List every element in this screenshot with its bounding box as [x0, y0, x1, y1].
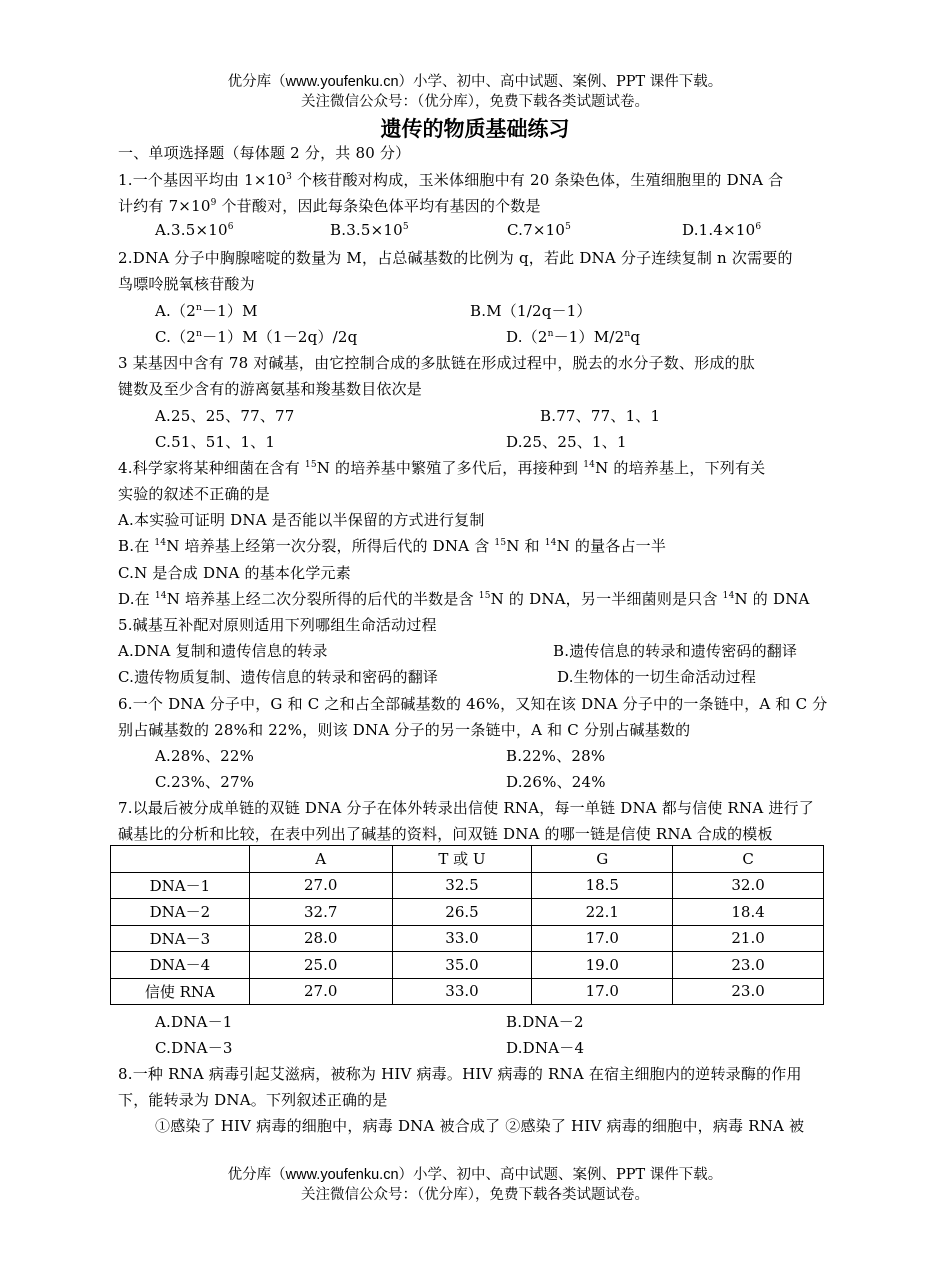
table-header-cell: A [249, 846, 392, 873]
table-cell: 23.0 [673, 978, 824, 1005]
table-row [111, 978, 824, 1005]
q7-option-a: A.DNA－1 [155, 1013, 233, 1031]
q5-option-c: C.遗传物质复制、遗传信息的转录和密码的翻译 [118, 668, 439, 686]
q3-stem-line-2: 键数及至少含有的游离氨基和羧基数目依次是 [118, 380, 423, 398]
q5-option-b: B.遗传信息的转录和遗传密码的翻译 [553, 642, 798, 660]
table-row [111, 872, 824, 899]
footer-line-2: 关注微信公众号：（优分库），免费下载各类试题试卷。 [301, 1187, 649, 1203]
q3-stem-line-1: 3 某基因中含有 78 对碱基，由它控制合成的多肽链在形成过程中，脱去的水分子数、形成的肽 [118, 354, 755, 372]
table-cell: 27.0 [249, 978, 392, 1005]
table-cell: 32.0 [673, 872, 824, 899]
table-cell: 32.5 [392, 872, 532, 899]
table-row [111, 952, 824, 979]
q4-stem-line-2: 实验的叙述不正确的是 [118, 485, 271, 503]
q2-option-a: $A.(2^n-1)M$ [155, 302, 258, 320]
table-cell: 17.0 [532, 978, 673, 1005]
table-row [111, 899, 824, 926]
footer-site-link: www.youfenku.cn [285, 1167, 399, 1183]
table-header-row [111, 846, 824, 873]
q1-option-c: $C.7\times 10^5$ [507, 221, 572, 239]
table-cell: 19.0 [532, 952, 673, 979]
table-cell: 33.0 [392, 978, 532, 1005]
footer-line-1: 优分库（www.youfenku.cn）小学、初中、高中试题、案例、PPT 课件下载。 [227, 1167, 723, 1183]
table-cell: 27.0 [249, 872, 392, 899]
q6-stem-line-2: 别占碱基数的 28%和 22%，则该 DNA 分子的另一条链中，A 和 C 分别占碱基数的 [118, 721, 691, 739]
header-line-2: 关注微信公众号：（优分库），免费下载各类试题试卷。 [301, 94, 649, 110]
q7-option-b: B.DNA－2 [506, 1013, 584, 1031]
q2-stem-line-1: 2.DNA 分子中胸腺嘧啶的数量为 M，占总碱基数的比例为 q，若此 DNA 分子连续复制 n 次需要的 [118, 249, 793, 267]
q4-option-b: B.在 $^{14}$N 培养基上经第一次分裂，所得后代的 DNA 含 $^{15}$N 和 $^{14}$N 的量各占一半 [118, 537, 667, 555]
table-cell: 信使 RNA [111, 978, 250, 1005]
q2-option-c: $C.(2^n-1)M(1-2q)/2q$ [155, 328, 358, 346]
table-cell: 23.0 [673, 952, 824, 979]
q1-stem-line-2: 计约有 $7\times 10^9$ 个苷酸对，因此每条染色体平均有基因的个数是 [118, 197, 541, 215]
q3-option-d: D.25、25、1、1 [506, 433, 627, 451]
q7-option-d: D.DNA－4 [506, 1039, 585, 1057]
table-cell: DNA－3 [111, 925, 250, 952]
q2-option-d: $D.(2^n-1)M/2^nq$ [506, 328, 641, 346]
q8-stem-line-3: ①感染了 HIV 病毒的细胞中，病毒 DNA 被合成了 ②感染了 HIV 病毒的细胞中，病毒 RNA 被 [155, 1117, 805, 1135]
table-cell: 18.5 [532, 872, 673, 899]
table-cell: 26.5 [392, 899, 532, 926]
q1-option-d: $D.1.4\times 10^6$ [682, 221, 762, 239]
q4-option-a: A.本实验可证明 DNA 是否能以半保留的方式进行复制 [118, 511, 485, 529]
q1-stem-line-1: 1.一个基因平均由 $1\times 10^3$ 个核苷酸对构成，玉米体细胞中有 20 条染色体，生殖细胞里的 DNA 合 [118, 171, 784, 189]
table-header-cell: C [673, 846, 824, 873]
table-cell: 33.0 [392, 925, 532, 952]
table-cell: 22.1 [532, 899, 673, 926]
table-cell: 21.0 [673, 925, 824, 952]
q2-option-b: B.M（1/2q－1） [470, 302, 592, 320]
q5-stem: 5.碱基互补配对原则适用下列哪组生命活动过程 [118, 616, 437, 634]
section-heading: 一、单项选择题（每体题 2 分，共 80 分） [118, 144, 411, 162]
q3-option-b: B.77、77、1、1 [540, 407, 661, 425]
q5-option-a: A.DNA 复制和遗传信息的转录 [118, 642, 328, 660]
q3-option-a: A.25、25、77、77 [155, 407, 295, 425]
table-header-cell: G [532, 846, 673, 873]
table-row [111, 925, 824, 952]
q7-option-c: C.DNA－3 [155, 1039, 233, 1057]
table-cell: 35.0 [392, 952, 532, 979]
table-header-cell: T 或 U [392, 846, 532, 873]
q4-stem-line-1: 4.科学家将某种细菌在含有 $^{15}$N 的培养基中繁殖了多代后，再接种到 $^{14}$N 的培养基上，下列有关 [118, 459, 766, 477]
q4-option-c: C.N 是合成 DNA 的基本化学元素 [118, 564, 351, 582]
table-cell: DNA－4 [111, 952, 250, 979]
q6-option-a: A.28%、22% [155, 747, 255, 765]
table-header-cell [111, 846, 250, 873]
table-cell: DNA－2 [111, 899, 250, 926]
q7-stem-line-1: 7.以最后被分成单链的双链 DNA 分子在体外转录出信使 RNA，每一单链 DNA 都与信使 RNA 进行了 [118, 799, 814, 817]
header-line-1: 优分库（www.youfenku.cn）小学、初中、高中试题、案例、PPT 课件下载。 [227, 74, 723, 90]
q1-option-a: $A.3.5\times 10^6$ [155, 221, 234, 239]
page-title: 遗传的物质基础练习 [380, 116, 570, 141]
table-cell: 28.0 [249, 925, 392, 952]
q4-option-d: D.在 $^{14}$N 培养基上经二次分裂所得的后代的半数是含 $^{15}$N 的 DNA，另一半细菌则是只含 $^{14}$N 的 DNA [118, 590, 810, 608]
q6-stem-line-1: 6.一个 DNA 分子中，G 和 C 之和占全部碱基数的 46%，又知在该 DNA 分子中的一条链中，A 和 C 分 [118, 695, 828, 713]
q6-option-b: B.22%、28% [506, 747, 606, 765]
q6-option-c: C.23%、27% [155, 773, 255, 791]
q7-stem-line-2: 碱基比的分析和比较，在表中列出了碱基的资料，问双链 DNA 的哪一链是信使 RNA 合成的模板 [118, 825, 773, 843]
table-cell: 32.7 [249, 899, 392, 926]
q8-stem-line-2: 下，能转录为 DNA。下列叙述正确的是 [118, 1091, 388, 1109]
q8-stem-line-1: 8.一种 RNA 病毒引起艾滋病，被称为 HIV 病毒。HIV 病毒的 RNA 在宿主细胞内的逆转录酶的作用 [118, 1065, 802, 1083]
q1-option-b: $B.3.5\times 10^5$ [330, 221, 409, 239]
table-cell: 17.0 [532, 925, 673, 952]
header-site-link: www.youfenku.cn [285, 74, 399, 90]
q6-option-d: D.26%、24% [506, 773, 606, 791]
q2-stem-line-2: 鸟嘌呤脱氧核苷酸为 [118, 275, 255, 293]
q5-option-d: D.生物体的一切生命活动过程 [557, 668, 757, 686]
table-cell: 18.4 [673, 899, 824, 926]
q3-option-c: C.51、51、1、1 [155, 433, 276, 451]
table-cell: 25.0 [249, 952, 392, 979]
table-cell: DNA－1 [111, 872, 250, 899]
base-ratio-table [110, 845, 824, 1005]
